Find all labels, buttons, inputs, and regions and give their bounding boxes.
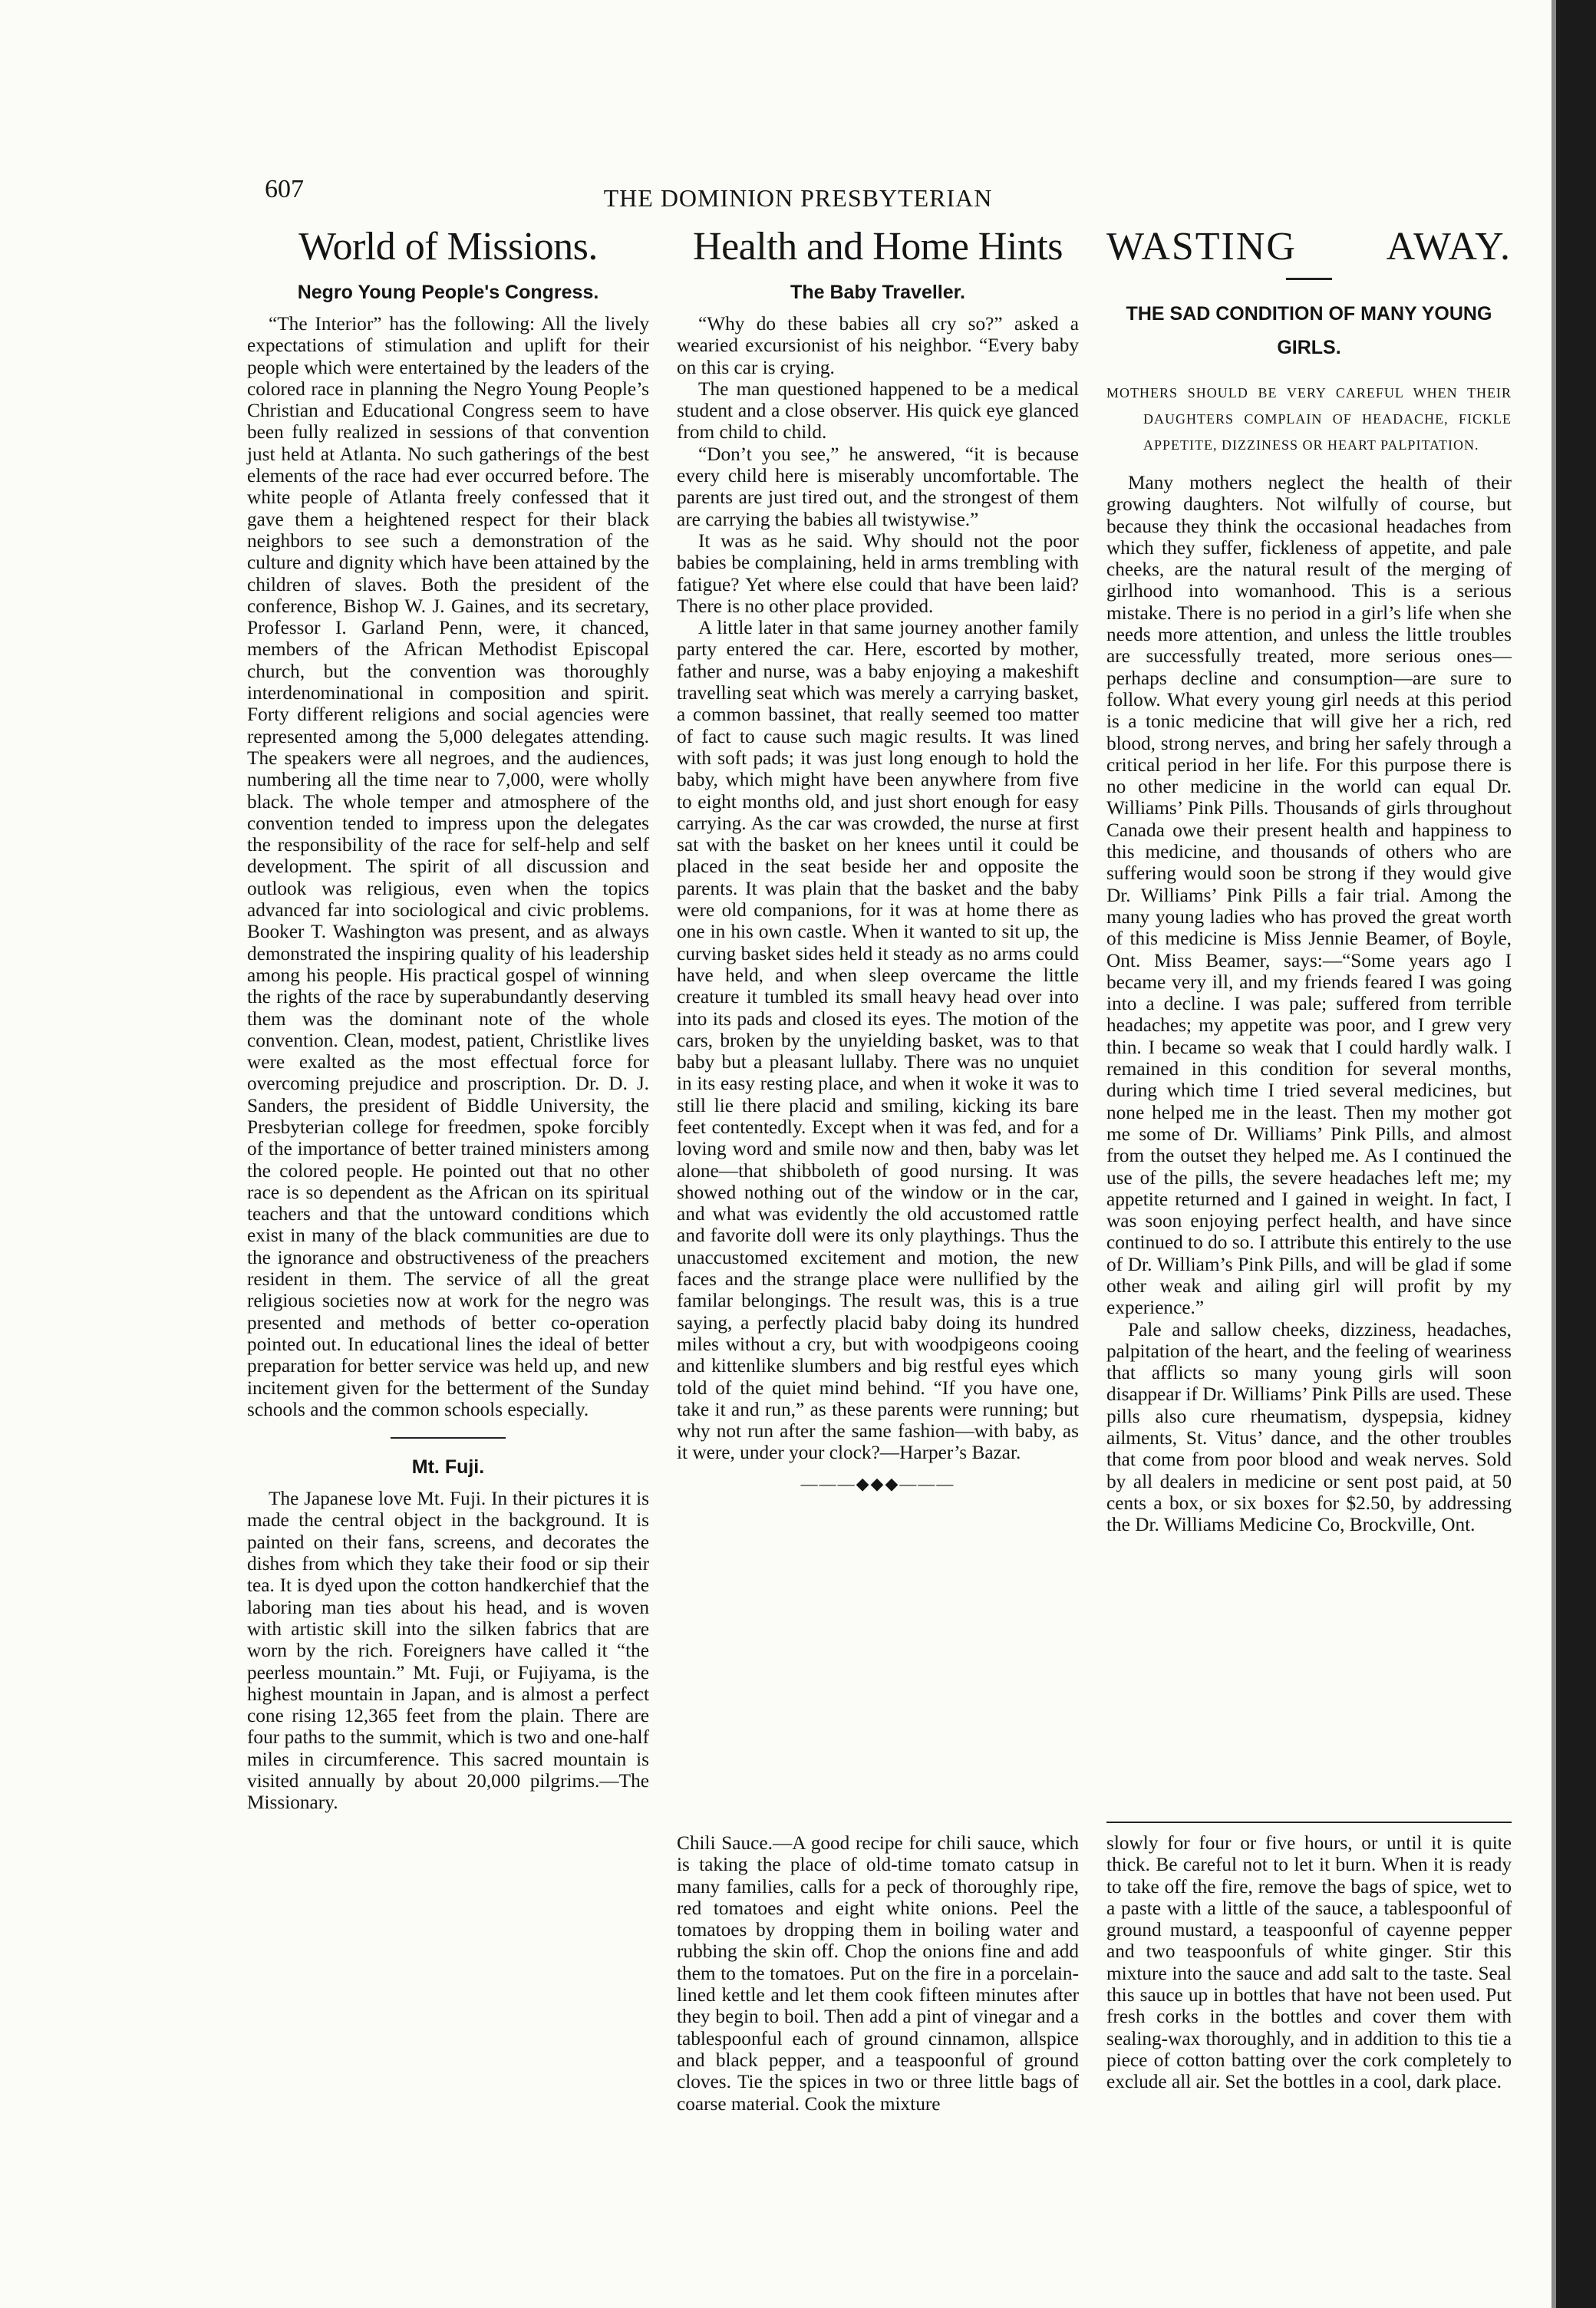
recipe-left-column xyxy=(677,1832,1079,2115)
scan-edge xyxy=(1556,0,1596,2308)
column-wasting-away xyxy=(1106,224,1512,1536)
section-divider xyxy=(391,1437,506,1439)
ad-deck: MOTHERS SHOULD BE VERY CAREFUL WHEN THEIR DAUGHTERS COMPLAIN OF HEADACHE, FICKLE APPETITE, DIZZINESS OR HEART PALPITATION. xyxy=(1106,385,1512,453)
recipe-paragraph: Chili Sauce.—A good recipe for chili sauce, which is taking the place of old-time tomato catsup in many families, calls for a peck of thoroughly ripe, red tomatoes and eight white onions. Peel the tomatoes by dropping them in boiling water and rubbing the skin off. Chop the onions fine and add them to the tomatoes. Put on the fire in a porcelain-lined kettle and let them cook fifteen minutes after they begin to boil. Then add a pint of vinegar and a tablespoonful each of ground cinnamon, allspice and black pepper, and a teaspoonful of ground cloves. Tie the spices in two or three little bags of coarse material. Cook the mixture xyxy=(677,1832,1079,2115)
short-rule xyxy=(1286,278,1332,280)
section-title-health-home: Health and Home Hints xyxy=(693,225,1063,269)
article-paragraph: A little later in that same journey another family party entered the car. Here, escorted by mother, father and nurse, was a baby enjoying a makeshift travelling seat which was merely a carrying basket, a common bassinet, that really seemed too matter of fact to cause such magic results. It was lined with soft pads; it was just long enough to hold the baby, which might have been anywhere from five to eight months old, and just short enough for easy carrying. As the car was crowded, the nurse at first sat with the basket on her knees until it could be placed in the seat beside her and opposite the parents. It was plain that the basket and the baby were old companions, for it was at home there as one in his own castle. When it wanted to sit up, the curving basket sides held it steady as no arms could have held, and when sleep overcame the little creature it tumbled its small heavy head over into into its pads and closed its eyes. The motion of the cars, broken by the unyielding basket, was to that baby but a pleasant lullaby. There was no unquiet in its easy resting place, and when it woke it was to still lie there placid and smiling, kicking its bare feet contentedly. Except when it was fed, and for a loving word and smile now and then, baby was let alone—that shibboleth of good nursing. It was showed nothing out of the window or in the car, and what was evidently the old accustomed rattle and favorite doll were its only playthings. Thus the unaccustomed excitement and motion, the new faces and the strange place were nullified by the familar belongings. The result was, this is a true saying, a perfectly placid baby doing its hundred miles without a cry, but with woodpigeons cooing and kittenlike slumbers and big restful eyes which told of the quiet mind behind. “If you have one, take it and run,” as these parents were running; but why not run after the same fashion—with baby, as it were, under your clock?—Harper’s Bazar. xyxy=(677,617,1079,1464)
column-health-home xyxy=(677,224,1079,1515)
ornamental-divider: ———◆◆◆——— xyxy=(800,1473,955,1493)
article-paragraph: The man questioned happened to be a medical student and a close observer. His quick eye glanced from child to child. xyxy=(677,378,1079,443)
article-paragraph: The Japanese love Mt. Fuji. In their pictures it is made the central object in the background. It is painted on their fans, screens, and decorates the dishes from which they take their food or sip their tea. It is dyed upon the cotton handkerchief that the laboring man ties about his head, and is woven with artistic skill into the silken fabrics that are worn by the rich. Foreigners have called it “the peerless mountain.” Mt. Fuji, or Fujiyama, is the highest mountain in Japan, and is almost a perfect cone rising 12,365 feet from the plain. There are four paths to the summit, which is two and one-half miles in circumference. This sacred mountain is visited annually by about 20,000 pilgrims.—The Missionary. xyxy=(247,1488,649,1814)
article-paragraph: “Why do these babies all cry so?” asked a wearied excursionist of his neighbor. “Every baby on this car is crying. xyxy=(677,313,1079,378)
article-title-negro-congress: Negro Young People's Congress. xyxy=(297,282,599,303)
running-title-text: THE DOMINION PRESBYTERIAN xyxy=(603,184,993,212)
article-paragraph: It was as he said. Why should not the poor babies be complaining, held in arms trembling with fatigue? Yet where else could that have been laid? There is no other place provided. xyxy=(677,529,1079,617)
section-title-world-of-missions: World of Missions. xyxy=(298,225,598,269)
article-title-baby-traveller: The Baby Traveller. xyxy=(790,282,965,303)
ad-paragraph: Many mothers neglect the health of their growing daughters. Not wilfully of course, but because they think the occasional headaches from which they suffer, fickleness of appetite, and pale cheeks, are the natural result of the merging of girlhood into womanhood. This is a serious mistake. There is no period in a girl’s life when she needs more attention, and unless the little troubles are successfully treated, more serious ones—perhaps decline and consumption—are sure to follow. What every young girl needs at this period is a tonic medicine that will give her a rich, red blood, strong nerves, and bring her safely through a critical period in her life. For this purpose there is no other medicine in the world can equal Dr. Williams’ Pink Pills. Thousands of girls throughout Canada owe their present health and happiness to this medicine, and thousands of others who are suffering would soon be strong if they would give Dr. Williams’ Pink Pills a fair trial. Among the many young ladies who has proved the great worth of this medicine is Miss Jennie Beamer, of Boyle, Ont. Miss Beamer, says:—“Some years ago I became very ill, and my friends feared I was going into a decline. I was pale; suffered from terrible headaches; my appetite was poor, and I grew very thin. I became so weak that I could hardly walk. I remained in this condition for several months, during which time I tried several medicines, but none helped me in the least. Then my mother got me some of Dr. Williams’ Pink Pills, and almost from the outset they helped me. As I continued the use of the pills, the severe headaches left me; my appetite returned and I gained in weight. In fact, I was soon enjoying perfect health, and have since continued to do so. I attribute this entirely to the use of Dr. William’s Pink Pills, and will be glad if some other weak and ailing girl will profit by my experience.” xyxy=(1106,472,1512,1319)
ad-subtitle: THE SAD CONDITION OF MANY YOUNG GIRLS. xyxy=(1126,303,1492,358)
recipe-paragraph-continued: slowly for four or five hours, or until it is quite thick. Be careful not to let it burn. When it is ready to take off the fire, remove the bags of spice, wet to a paste with a little of the sauce, a tablespoonful of ground mustard, a teaspoonful of cayenne pepper and two teaspoonfuls of white ginger. Stir this mixture into the sauce and add salt to the taste. Seal this sauce up in bottles that have not been used. Put fresh corks in the bottles and cover them with sealing-wax thoroughly, and in addition to this tie a piece of cotton batting over the cork completely to exclude all air. Set the bottles in a cool, dark place. xyxy=(1106,1832,1512,2093)
article-title-mt-fuji: Mt. Fuji. xyxy=(411,1456,485,1479)
ad-paragraph: Pale and sallow cheeks, dizziness, headaches, palpitation of the heart, and the feeling of weariness that afflicts so many young girls will soon disappear if Dr. Williams’ Pink Pills are used. These pills also cure rheumatism, dyspepsia, kidney ailments, St. Vitus’ dance, and the other troubles that come from poor blood and weak nerves. Sold by all dealers in medicine or sent post paid, at 50 cents a box, or six boxes for $2.50, by addressing the Dr. Williams Medicine Co, Brockville, Ont. xyxy=(1106,1318,1512,1536)
ad-title-wasting-away: WASTING AWAY. xyxy=(1106,225,1512,269)
column-rule xyxy=(1106,1822,1512,1823)
running-title xyxy=(0,184,1596,213)
page-number: 607 xyxy=(265,175,304,203)
column-world-of-missions xyxy=(247,224,649,1814)
article-paragraph: “The Interior” has the following: All the lively expectations of stimulation and uplift for their people which were entertained by the leaders of the colored race in planning the Negro Young People’s Christian and Educational Congress seem to have been fully realized in sessions of that convention just held at Atlanta. No such gatherings of the best elements of the race had ever occurred before. The white people of Atlanta freely confessed that it gave them a heightened respect for their black neighbors to see such a demonstration of the culture and dignity which have been attained by the children of slaves. Both the president of the conference, Bishop W. J. Gaines, and its secretary, Professor I. Garland Penn, were, it chanced, members of the African Methodist Episcopal church, but the convention was thoroughly interdenominational in composition and spirit. Forty different religions and social agencies were represented among the 5,000 delegates attending. The speakers were all negroes, and the audiences, numbering all the time near to 7,000, were wholly black. The whole temper and atmosphere of the convention tended to impress upon the delegates the responsibility of the race for self-help and self development. The spirit of all discussion and outlook was religious, even when the topics advanced far into sociological and civic problems. Booker T. Washington was present, and as always demonstrated the inspiring quality of his leadership among his people. His practical gospel of winning the rights of the race by superabundantly deserving them was the dominant note of the whole convention. Clean, modest, patient, Christlike lives were exalted as the most effectual force for overcoming prejudice and proscription. Dr. D. J. Sanders, the president of Biddle University, the Presbyterian college for freedmen, spoke forcibly of the importance of better trained ministers among the colored people. He pointed out that no other race is so dependent as the African on its spiritual teachers and that the untoward conditions which exist in many of the black communities are due to the ignorance and obstructiveness of the preachers resident in them. The service of all the great religious societies now at work for the negro was presented and methods of better co-operation pointed out. In educational lines the ideal of better preparation for better service was held up, and new incitement given for the betterment of the Sunday schools and the common schools especially. xyxy=(247,313,649,1420)
recipe-right-column xyxy=(1106,1832,1512,2093)
article-paragraph: “Don’t you see,” he answered, “it is because every child here is miserably uncomfortable. The parents are just tired out, and the strongest of them are carrying the babies all twistywise.” xyxy=(677,443,1079,530)
